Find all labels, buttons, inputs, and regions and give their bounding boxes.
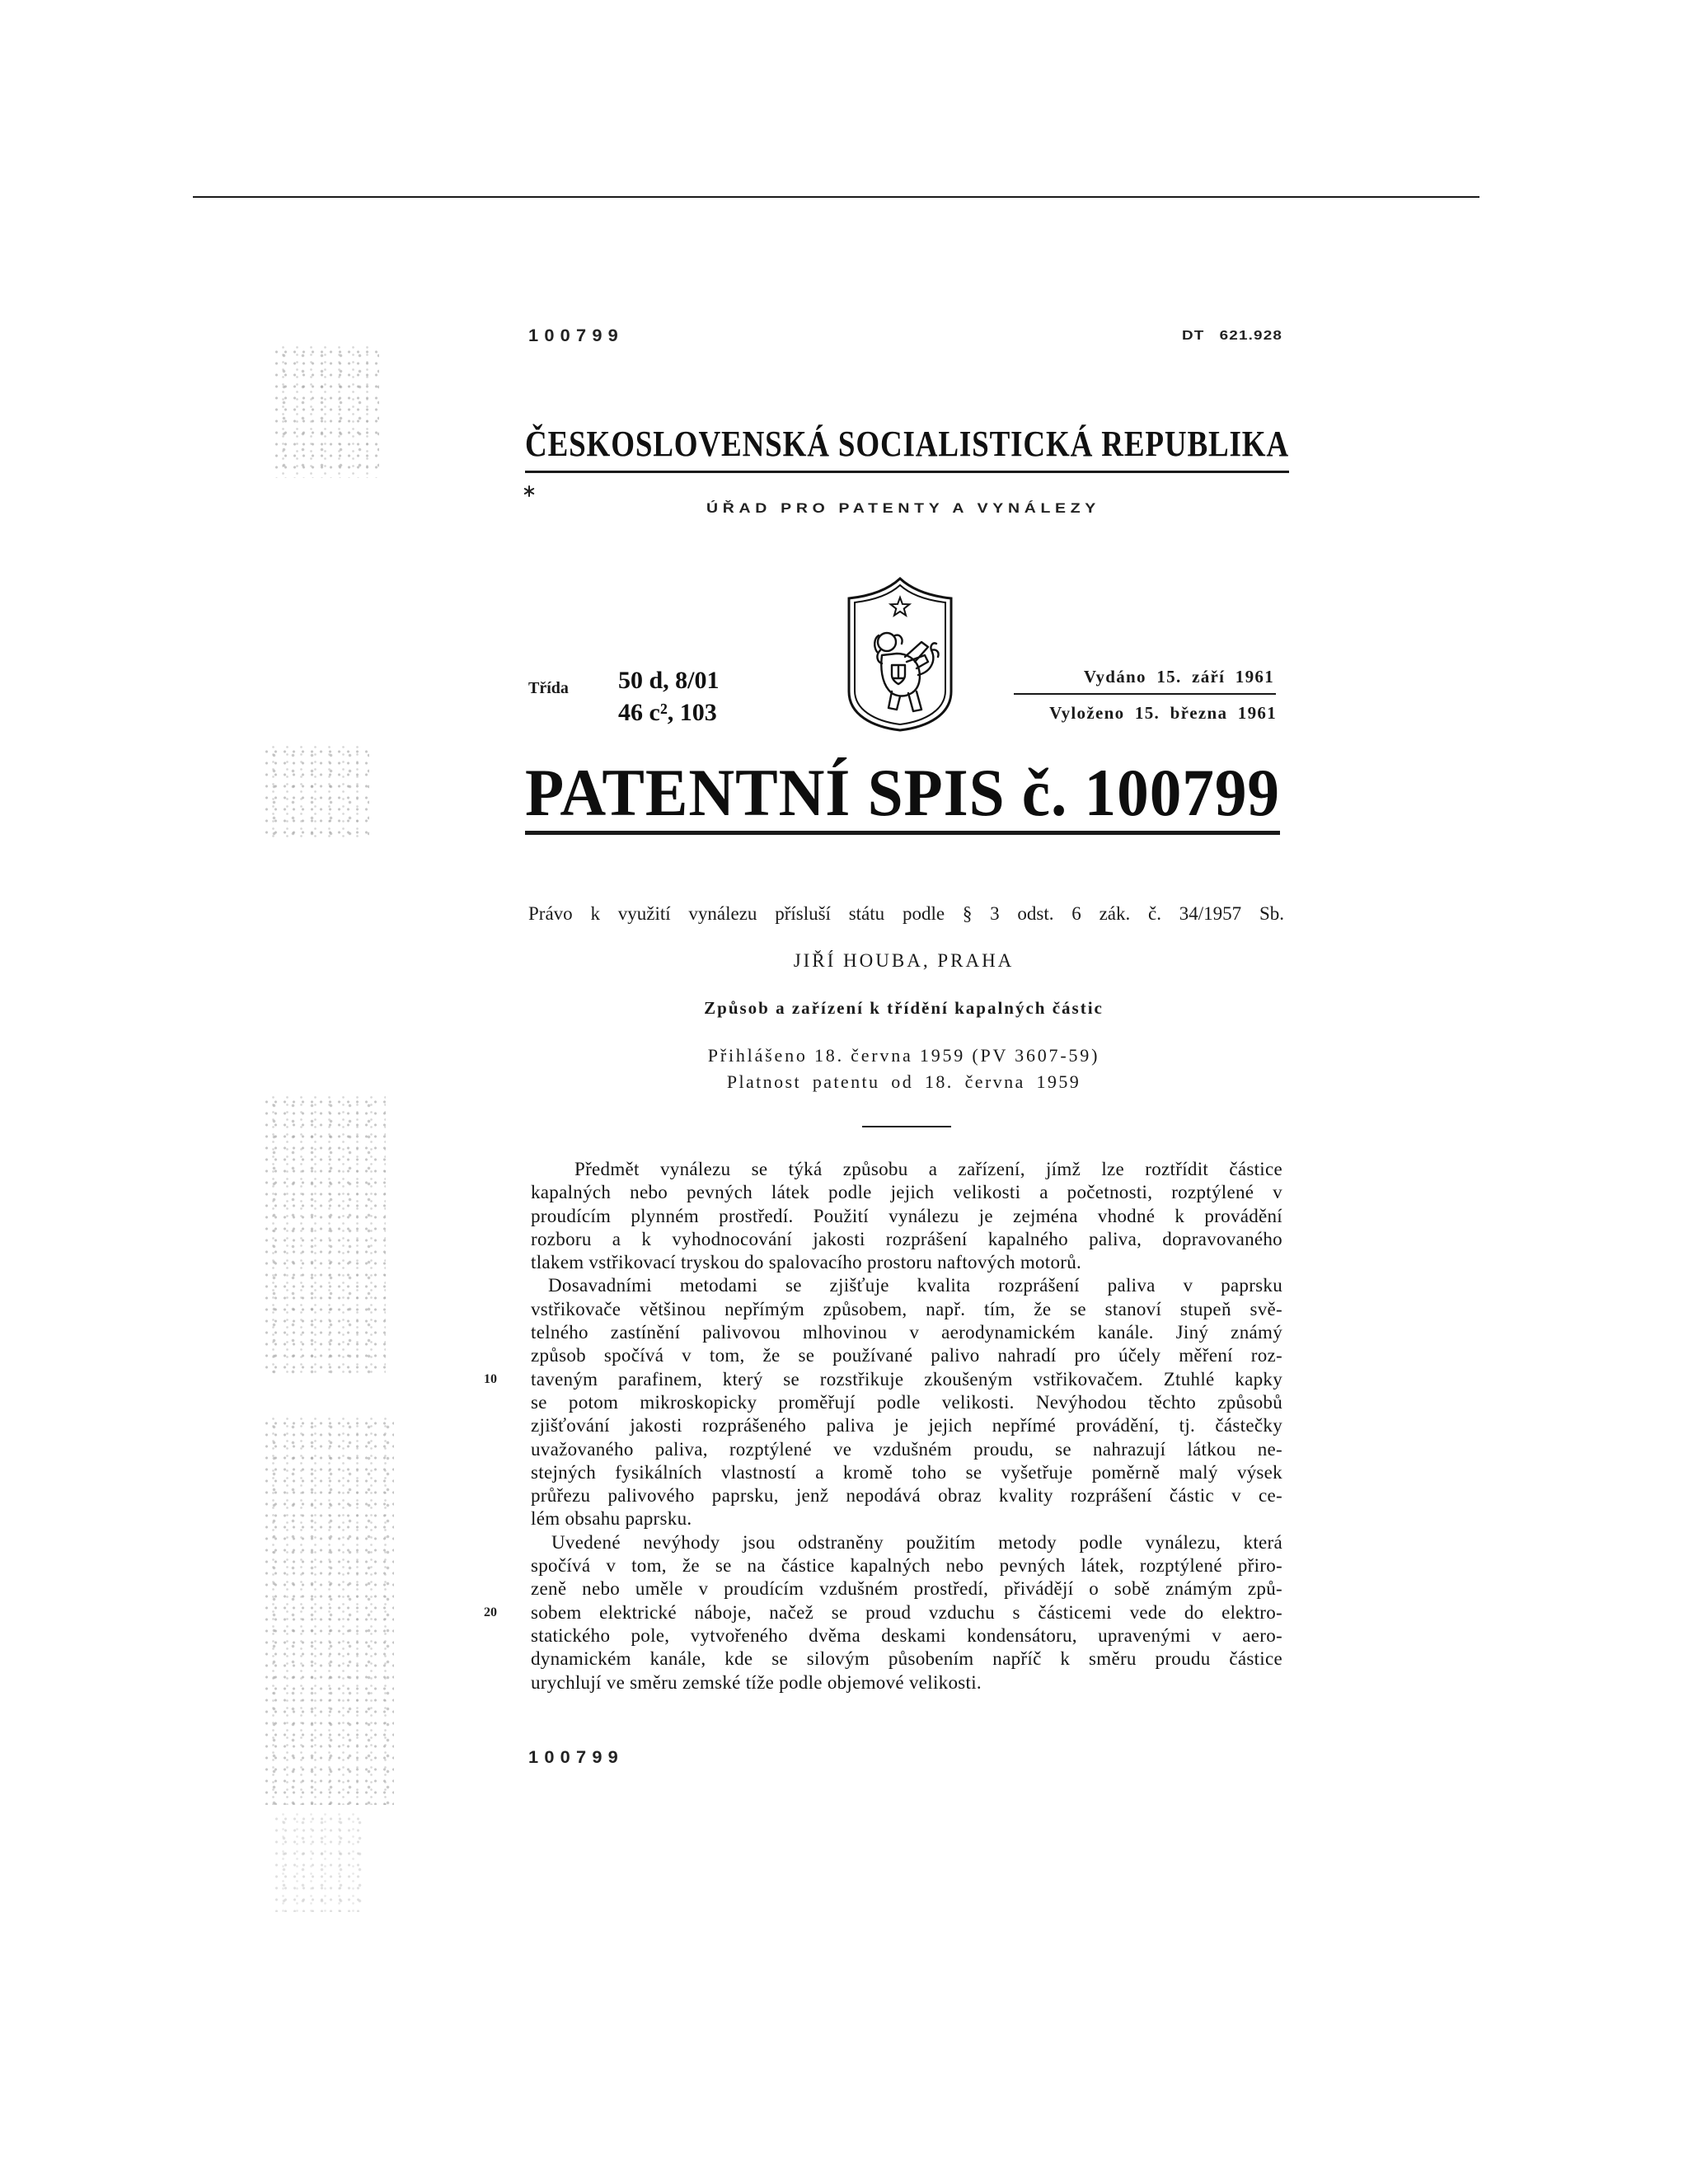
body-line: Dosavadními metodami se zjišťuje kvalita rozprášení paliva v paprsku xyxy=(548,1275,1282,1296)
laid-open-date: Vyloženo 15. března 1961 xyxy=(1049,703,1277,723)
country-title: ČESKOSLOVENSKÁ SOCIALISTICKÁ REPUBLIKA xyxy=(525,424,1289,464)
body-line: rozboru a k vyhodnocování jakosti rozprášení kapalného paliva, dopravovaného xyxy=(531,1228,1282,1249)
dates-divider xyxy=(1014,693,1276,695)
body-line: uvažovaného paliva, rozptýlené ve vzdušném proudu, se nahrazují látkou ne- xyxy=(531,1438,1282,1460)
classification-code: DT 621.928 xyxy=(1182,329,1282,343)
margin-line-number: 20 xyxy=(484,1605,497,1619)
body-line: spočívá v tom, že se na částice kapalných nebo pevných látek, rozptýlené přiro- xyxy=(531,1555,1282,1577)
patent-title-rule xyxy=(525,831,1280,835)
body-line: statického pole, vytvořeného dvěma deskami kondensátoru, upravenými v aero- xyxy=(531,1624,1282,1646)
body-line: taveným parafinem, který se rozstřikuje zkoušeným vstřikovačem. Ztuhlé kapky xyxy=(531,1368,1282,1390)
class-label: Třída xyxy=(528,679,569,697)
issued-date: Vydáno 15. září 1961 xyxy=(1083,667,1274,687)
inventor: JIŘÍ HOUBA, PRAHA xyxy=(793,950,1015,971)
body-paragraph xyxy=(531,1274,1282,1530)
page-top-rule xyxy=(193,196,1479,198)
body-line: způsob spočívá v tom, že se používané palivo nahradí pro účely měření roz- xyxy=(531,1345,1282,1366)
asterisk-ornament-icon xyxy=(523,485,536,498)
body-line: sobem elektrické náboje, načež se proud vzduchu s částicemi vede do elektro- xyxy=(531,1601,1282,1623)
body-line: Uvedené nevýhody jsou odstraněny použitím metody podle vynálezu, která xyxy=(551,1531,1282,1553)
margin-line-number: 10 xyxy=(484,1372,497,1386)
section-divider xyxy=(862,1126,951,1127)
document-number-bottom: 100799 xyxy=(528,1748,624,1767)
body-line: zeně nebo uměle v proudícím vzdušném prostředí, přivádějí o sobě známým způ- xyxy=(531,1578,1282,1600)
body-line: telného zastínění palivovou mlhovinou v aerodynamickém kanále. Jiný známý xyxy=(531,1322,1282,1343)
body-line: Předmět vynálezu se týká způsobu a zařízení, jímž lze roztřídit částice xyxy=(574,1159,1282,1179)
country-title-rule xyxy=(525,471,1289,473)
patent-office-name: ÚŘAD PRO PATENTY A VYNÁLEZY xyxy=(706,500,1100,516)
description-text xyxy=(531,1158,1282,1694)
body-line: kapalných nebo pevných látek podle jejich velikosti a početnosti, rozptýlené v xyxy=(531,1182,1282,1203)
body-paragraph xyxy=(531,1158,1282,1274)
patent-class: 46 c², 103 xyxy=(618,699,717,726)
body-line: zjišťování jakosti rozprášeného paliva je jejich nepřímé provádění, tj. částečky xyxy=(531,1415,1282,1436)
scan-speckles xyxy=(272,346,379,478)
patent-title: PATENTNÍ SPIS č. 100799 xyxy=(525,755,1280,830)
validity-date: Platnost patentu od 18. června 1959 xyxy=(726,1071,1081,1092)
scan-speckles xyxy=(262,1096,386,1376)
filing-date: Přihlášeno 18. června 1959 (PV 3607-59) xyxy=(707,1045,1100,1066)
body-line: dynamickém kanále, kde se silovým působením napříč k směru proudu částice xyxy=(531,1648,1282,1670)
body-line: lém obsahu paprsku. xyxy=(531,1508,692,1530)
body-line: vstřikovače většinou nepřímým způsobem, např. tím, že se stanoví stupeň svě- xyxy=(531,1298,1282,1319)
body-line: průřezu palivového paprsku, jenž nepodává obraz kvality rozprášení částic v ce- xyxy=(531,1485,1282,1507)
rights-statement: Právo k využití vynálezu přísluší státu podle § 3 odst. 6 zák. č. 34/1957 Sb. xyxy=(528,903,1284,924)
patent-class: 50 d, 8/01 xyxy=(618,667,720,694)
scan-speckles xyxy=(262,1418,394,1805)
scan-speckles xyxy=(262,746,369,841)
body-line: stejných fysikálních vlastností a kromě toho se vyšetřuje poměrně malý výsek xyxy=(531,1461,1282,1483)
body-line: tlakem vstřikovací tryskou do spalovacího prostoru naftových motorů. xyxy=(531,1252,1082,1273)
scan-speckles xyxy=(272,1813,363,1912)
invention-title: Způsob a zařízení k třídění kapalných částic xyxy=(704,998,1104,1018)
body-line: urychlují ve směru zemské tíže podle objemové velikosti. xyxy=(531,1671,982,1693)
body-line: se potom mikroskopicky proměřují podle velikosti. Nevýhodou těchto způsobů xyxy=(531,1391,1282,1413)
czechoslovak-coat-of-arms-icon xyxy=(846,576,954,732)
body-line: proudícím plynném prostředí. Použití vynálezu je zejména vhodné k provádění xyxy=(531,1205,1282,1226)
body-paragraph xyxy=(531,1531,1282,1694)
document-number-top: 100799 xyxy=(528,326,624,345)
